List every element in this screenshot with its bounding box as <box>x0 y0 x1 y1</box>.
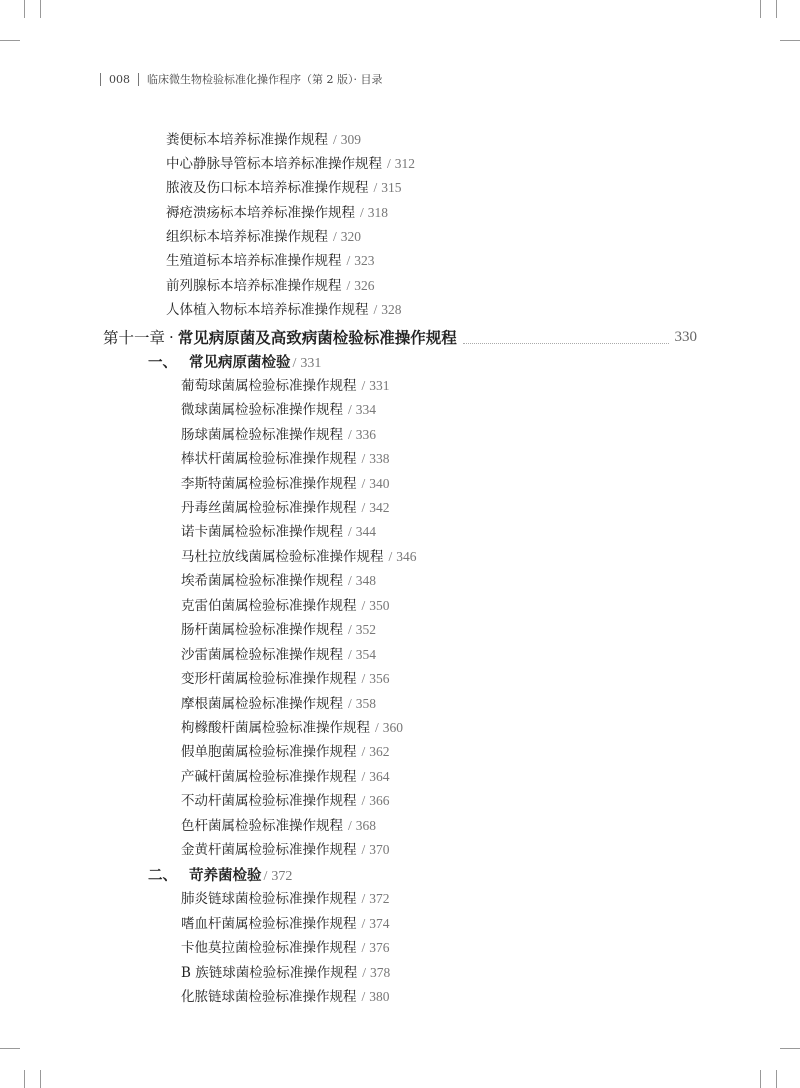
page-separator: / <box>348 696 352 711</box>
toc-entry[interactable] <box>181 449 390 469</box>
toc-entry[interactable] <box>181 571 376 591</box>
page-separator: / <box>361 500 366 515</box>
toc-entry-title: 马杜拉放线菌属检验标准操作规程 <box>181 549 384 565</box>
toc-entry-page: 362 <box>369 744 390 759</box>
crop-mark-bottom-right-v <box>760 1070 761 1088</box>
page-separator: / <box>387 156 391 171</box>
section-title: 常见病原菌检验 <box>189 355 291 371</box>
crop-mark-top-right-h <box>780 40 800 41</box>
toc-entry-title: 枸橼酸杆菌属检验标准操作规程 <box>181 720 370 736</box>
toc-entry-title: 前列腺标本培养标准操作规程 <box>166 278 342 294</box>
page-separator: / <box>360 205 364 220</box>
crop-mark-bottom-right-v2 <box>776 1070 777 1088</box>
toc-entry-page: 312 <box>394 156 416 171</box>
toc-entry[interactable] <box>181 840 390 860</box>
toc-entry-title: 克雷伯菌属检验标准操作规程 <box>181 598 357 614</box>
toc-entry-page: 334 <box>355 402 377 417</box>
chapter-page: 330 <box>674 328 697 345</box>
toc-entry-title: 组织标本培养标准操作规程 <box>166 229 328 245</box>
toc-entry-page: 320 <box>340 229 362 244</box>
toc-entry-page: 348 <box>355 573 377 588</box>
page-separator: / <box>375 720 379 735</box>
page-separator: / <box>348 524 352 539</box>
toc-entry[interactable] <box>181 963 390 983</box>
chapter-dot: · <box>169 328 174 346</box>
page-separator: / <box>361 476 366 491</box>
page-separator: / <box>361 671 366 686</box>
toc-entry-page: 366 <box>369 793 390 808</box>
toc-entry-title: 褥疮溃疡标本培养标准操作规程 <box>166 205 355 221</box>
chapter-number: 第十一章 <box>103 330 166 347</box>
toc-entry-title: 变形杆菌属检验标准操作规程 <box>181 671 357 687</box>
toc-entry-title: 脓液及伤口标本培养标准操作规程 <box>166 180 369 196</box>
toc-entry-page: 352 <box>355 622 377 637</box>
page-separator: / <box>361 451 366 466</box>
toc-entry-title: 肺炎链球菌检验标准操作规程 <box>181 891 357 907</box>
toc-entry[interactable] <box>181 669 390 689</box>
page-separator: / <box>348 573 352 588</box>
toc-entry-title: 卡他莫拉菌检验标准操作规程 <box>181 940 357 956</box>
page-separator: / <box>361 598 366 613</box>
toc-entry-page: 342 <box>369 500 390 515</box>
page-separator: / <box>361 989 366 1004</box>
toc-entry-title: 棒状杆菌属检验标准操作规程 <box>181 451 357 467</box>
section-page: 331 <box>300 356 322 371</box>
toc-entry-title: 化脓链球菌检验标准操作规程 <box>181 989 357 1005</box>
toc-entry-page: 340 <box>369 476 390 491</box>
section-number: 二、 <box>148 868 177 884</box>
toc-entry-page: 346 <box>396 549 417 564</box>
toc-entry[interactable] <box>181 596 390 616</box>
header-rule <box>100 73 101 86</box>
page-separator: / <box>361 793 366 808</box>
toc-entry[interactable] <box>181 889 390 909</box>
page-separator: / <box>333 132 337 147</box>
crop-mark-bottom-left-v <box>24 1070 25 1088</box>
toc-entry-title: 沙雷菌属检验标准操作规程 <box>181 647 343 663</box>
toc-entry-page: 380 <box>369 989 390 1004</box>
running-header <box>100 70 382 88</box>
toc-entry-title: 摩根菌属检验标准操作规程 <box>181 696 343 712</box>
toc-entry-page: 358 <box>355 696 377 711</box>
chapter-heading[interactable] <box>103 326 697 348</box>
toc-entry-page: 331 <box>369 378 390 393</box>
toc-entry-title: 产碱杆菌属检验标准操作规程 <box>181 769 357 785</box>
page-separator: / <box>373 180 378 195</box>
page-separator: / <box>361 769 366 784</box>
toc-entry-title: 李斯特菌属检验标准操作规程 <box>181 476 357 492</box>
crop-mark-bottom-left-v2 <box>40 1070 41 1088</box>
toc-entry-page: 354 <box>355 647 377 662</box>
section-page: 372 <box>271 869 293 884</box>
toc-entry-title: 微球菌属检验标准操作规程 <box>181 402 343 418</box>
toc-entry[interactable] <box>166 178 402 198</box>
crop-mark-bottom-left-h <box>0 1048 20 1049</box>
page-separator: / <box>361 891 366 906</box>
crop-mark-bottom-right-h <box>780 1048 800 1049</box>
toc-entry-page: 323 <box>354 253 375 268</box>
toc-entry[interactable] <box>181 987 390 1007</box>
page-separator: / <box>348 818 352 833</box>
page-separator: / <box>333 229 337 244</box>
page-separator: / <box>292 356 297 371</box>
toc-entry[interactable] <box>166 203 388 223</box>
crop-mark-top-right-v2 <box>776 0 777 18</box>
dot-leader <box>463 331 669 344</box>
page-separator: / <box>346 278 351 293</box>
toc-entry-title: 埃希菌属检验标准操作规程 <box>181 573 343 589</box>
page-separator: / <box>263 869 268 884</box>
toc-entry-title: 假单胞菌属检验标准操作规程 <box>181 744 357 760</box>
toc-entry[interactable] <box>166 227 361 247</box>
toc-entry-page: 309 <box>340 132 362 147</box>
section-number: 一、 <box>148 355 177 371</box>
toc-entry-page: 376 <box>369 940 390 955</box>
toc-entry[interactable] <box>181 400 376 420</box>
toc-entry-page: 350 <box>369 598 390 613</box>
toc-entry[interactable] <box>181 376 390 396</box>
page-separator: / <box>388 549 393 564</box>
toc-entry-title: 不动杆菌属检验标准操作规程 <box>181 793 357 809</box>
toc-entry-page: 364 <box>369 769 390 784</box>
toc-entry-title: 丹毒丝菌属检验标准操作规程 <box>181 500 357 516</box>
toc-entry-title: 粪便标本培养标准操作规程 <box>166 132 328 148</box>
header-rule <box>138 73 139 86</box>
header-title: 临床微生物检验标准化操作程序（第 2 版）· 目录 <box>147 73 383 86</box>
page-separator: / <box>373 302 378 317</box>
toc-entry-title: 嗜血杆菌属检验标准操作规程 <box>181 916 357 932</box>
toc-entry[interactable] <box>181 645 376 665</box>
toc-entry-page: 378 <box>369 965 391 980</box>
toc-entry-page: 370 <box>369 842 390 857</box>
section-title: 苛养菌检验 <box>189 868 262 884</box>
page-separator: / <box>361 940 366 955</box>
toc-entry[interactable] <box>181 816 376 836</box>
toc-entry-title: 色杆菌属检验标准操作规程 <box>181 818 343 834</box>
header-page-number: 008 <box>109 72 130 86</box>
toc-entry[interactable] <box>181 938 390 958</box>
toc-entry[interactable] <box>181 474 390 494</box>
toc-entry[interactable] <box>166 300 402 320</box>
crop-mark-top-left-h <box>0 40 20 41</box>
toc-entry[interactable] <box>181 620 376 640</box>
toc-entry-page: 374 <box>369 916 390 931</box>
toc-entry-page: 326 <box>354 278 375 293</box>
toc-entry-page: 372 <box>369 891 390 906</box>
toc-entry[interactable] <box>181 522 376 542</box>
toc-entry-title: 中心静脉导管标本培养标准操作规程 <box>166 156 382 172</box>
toc-entry-title: B 族链球菌检验标准操作规程 <box>181 965 358 981</box>
toc-entry-page: 344 <box>355 524 377 539</box>
section-heading[interactable] <box>148 351 321 373</box>
toc-entry[interactable] <box>181 498 390 518</box>
page-separator: / <box>362 965 366 980</box>
toc-entry[interactable] <box>166 251 375 271</box>
page-separator: / <box>346 253 351 268</box>
toc-entry[interactable] <box>166 154 415 174</box>
page-separator: / <box>348 427 352 442</box>
toc-entry-title: 肠球菌属检验标准操作规程 <box>181 427 343 443</box>
page-separator: / <box>361 842 366 857</box>
page-separator: / <box>348 622 352 637</box>
toc-entry[interactable] <box>166 276 375 296</box>
page-separator: / <box>361 916 366 931</box>
page-separator: / <box>361 744 366 759</box>
toc-entry-title: 葡萄球菌属检验标准操作规程 <box>181 378 357 394</box>
toc-entry[interactable] <box>181 547 417 567</box>
page-separator: / <box>348 402 352 417</box>
toc-entry[interactable] <box>181 718 403 738</box>
toc-entry-page: 318 <box>367 205 389 220</box>
toc-entry-title: 肠杆菌属检验标准操作规程 <box>181 622 343 638</box>
crop-mark-top-left-v <box>24 0 25 18</box>
crop-mark-top-left-v2 <box>40 0 41 18</box>
toc-entry-title: 金黄杆菌属检验标准操作规程 <box>181 842 357 858</box>
toc-entry-page: 328 <box>381 302 402 317</box>
toc-entry-page: 368 <box>355 818 377 833</box>
toc-entry[interactable] <box>181 914 390 934</box>
toc-entry-title: 生殖道标本培养标准操作规程 <box>166 253 342 269</box>
page-separator: / <box>348 647 352 662</box>
toc-entry-page: 315 <box>381 180 402 195</box>
toc-entry[interactable] <box>181 694 376 714</box>
toc-entry[interactable] <box>181 425 376 445</box>
toc-entry-page: 336 <box>355 427 377 442</box>
toc-entry-title: 人体植入物标本培养标准操作规程 <box>166 302 369 318</box>
toc-entry[interactable] <box>181 742 390 762</box>
toc-entry[interactable] <box>166 130 361 150</box>
crop-mark-top-right-v <box>760 0 761 18</box>
toc-entry-page: 356 <box>369 671 390 686</box>
page-separator: / <box>361 378 366 393</box>
toc-entry-title: 诺卡菌属检验标准操作规程 <box>181 524 343 540</box>
toc-entry[interactable] <box>181 767 390 787</box>
toc-entry-page: 338 <box>369 451 390 466</box>
section-heading[interactable] <box>148 864 292 886</box>
toc-entry[interactable] <box>181 791 390 811</box>
chapter-title: 常见病原菌及高致病菌检验标准操作规程 <box>177 329 457 347</box>
toc-entry-page: 360 <box>382 720 404 735</box>
